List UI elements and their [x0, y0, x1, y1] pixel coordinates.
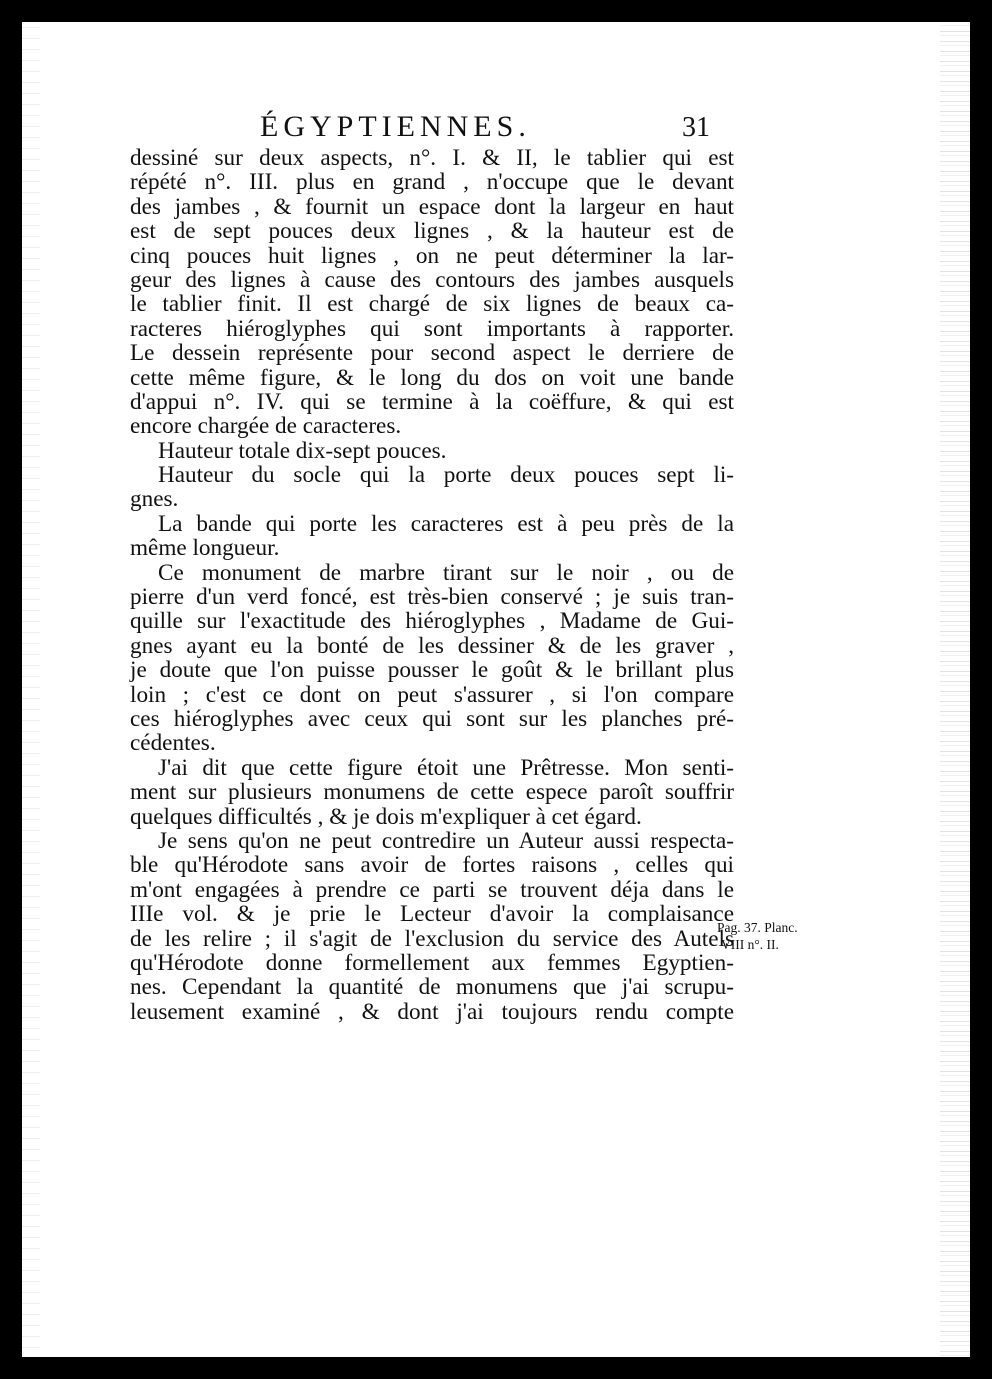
text-line: dessiné sur deux aspects, n°. I. & II, le tablier qui est: [130, 145, 734, 171]
text-line: ble qu'Hérodote sans avoir de fortes raisons , celles qui: [130, 852, 734, 879]
text-line: quelques difficultés , & je dois m'expliquer à cet égard.: [130, 803, 642, 830]
text-line: Le dessein représente pour second aspect le derriere de: [130, 340, 734, 367]
margin-note-line: VIII n°. II.: [721, 937, 779, 952]
text-line: loin ; c'est ce dont on peut s'assurer , si l'on compare: [130, 681, 734, 708]
text-line: cédentes.: [130, 730, 216, 757]
text-line: des jambes , & fournit un espace dont la largeur en haut: [130, 193, 734, 220]
page-edge-right: [940, 22, 970, 1357]
text-line: Hauteur du socle qui la porte deux pouces sept li-: [158, 462, 734, 489]
text-line: J'ai dit que cette figure étoit une Prêtresse. Mon senti-: [158, 754, 734, 781]
text-line: Hauteur totale dix-sept pouces.: [158, 437, 447, 464]
text-line: racteres hiéroglyphes qui sont importants à rapporter.: [130, 315, 734, 342]
text-line: m'ont engagées à prendre ce parti se trouvent déja dans le: [130, 876, 734, 903]
text-line: quille sur l'exactitude des hiéroglyphes , Madame de Gui-: [130, 608, 734, 635]
text-line: répété n°. III. plus en grand , n'occupe que le devant: [130, 169, 734, 196]
text-line: IIIe vol. & je prie le Lecteur d'avoir la complaisance: [130, 901, 734, 928]
text-line: ment sur plusieurs monumens de cette espece paroît souffrir: [130, 779, 734, 806]
book-page: [22, 22, 970, 1357]
page-edge-left: [22, 22, 40, 1357]
body-text: [130, 146, 734, 1024]
margin-note-line: Pag. 37. Planc.: [717, 920, 798, 935]
text-line: d'appui n°. IV. qui se termine à la coëffure, & qui est: [130, 388, 734, 415]
text-line: je doute que l'on puisse pousser le goût & le brillant plus: [130, 657, 734, 684]
text-line: cette même figure, & le long du dos on voit une bande: [130, 364, 734, 391]
text-line: leusement examiné , & dont j'ai toujours rendu compte: [130, 998, 734, 1025]
margin-note: [717, 919, 798, 953]
page-number: 31: [682, 112, 710, 143]
running-head: ÉGYPTIENNES.: [260, 110, 531, 143]
text-line: ces hiéroglyphes avec ceux qui sont sur les planches pré-: [130, 705, 734, 732]
text-line: est de sept pouces deux lignes , & la hauteur est de: [130, 218, 734, 245]
text-line: geur des lignes à cause des contours des jambes ausquels: [130, 266, 734, 293]
text-line: La bande qui porte les caracteres est à peu près de la: [158, 510, 734, 537]
text-line: cinq pouces huit lignes , on ne peut déterminer la lar-: [130, 242, 734, 269]
text-line: même longueur.: [130, 535, 280, 562]
text-line: Ce monument de marbre tirant sur le noir , ou de: [158, 559, 734, 586]
text-line: nes. Cependant la quantité de monumens que j'ai scrupu-: [130, 974, 734, 1001]
text-line: le tablier finit. Il est chargé de six lignes de beaux ca-: [130, 291, 734, 318]
text-line: qu'Hérodote donne formellement aux femmes Egyptien-: [130, 949, 734, 976]
text-line: gnes ayant eu la bonté de les dessiner & de les graver ,: [130, 632, 734, 659]
text-line: pierre d'un verd foncé, est très-bien conservé ; je suis tran-: [130, 584, 734, 611]
text-line: Je sens qu'on ne peut contredire un Auteur aussi respecta-: [158, 827, 734, 854]
text-line: gnes.: [130, 486, 179, 513]
text-line: encore chargée de caracteres.: [130, 413, 402, 440]
text-line: de les relire ; il s'agit de l'exclusion du service des Autels: [130, 925, 734, 952]
